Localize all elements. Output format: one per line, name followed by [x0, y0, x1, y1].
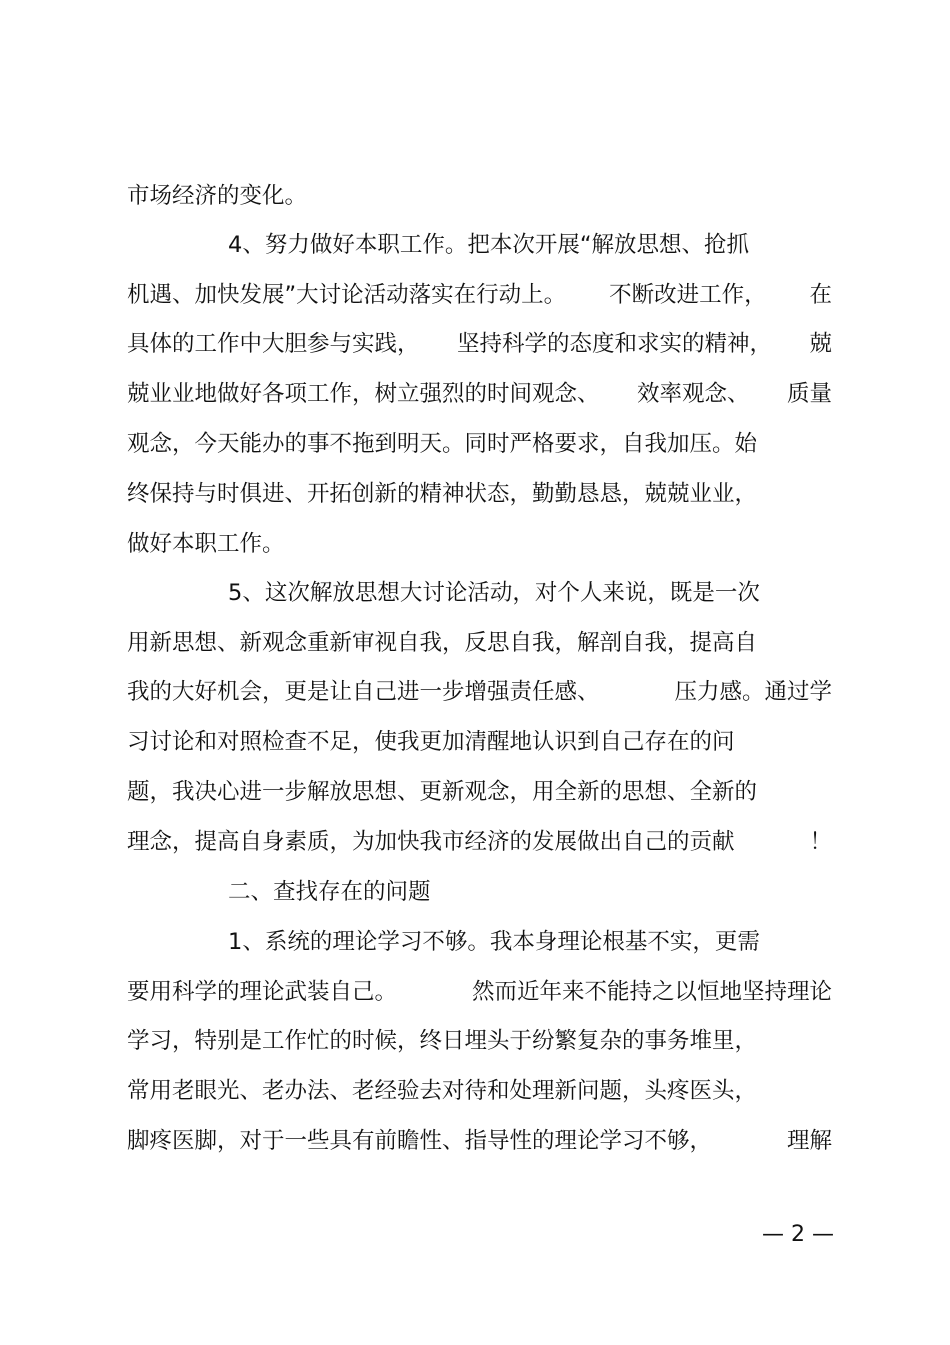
- text-line: [127, 976, 832, 1008]
- text-segment: 然而近年来不能持之以恒地坚持理论: [471, 979, 832, 1005]
- text-line: 用新思想、新观念重新审视自我，反思自我，解剖自我，提高自: [127, 630, 758, 656]
- text-segment: 具体的工作中大胆参与实践，: [127, 331, 420, 357]
- text-segment: 我的大好机会，更是让自己进一步增强责任感、: [127, 679, 600, 705]
- text-line: 观念，今天能办的事不拖到明天。同时严格要求，自我加压。始: [127, 431, 758, 457]
- text-segment: 兢: [809, 331, 832, 357]
- text-line: 题，我决心进一步解放思想、更新观念，用全新的思想、全新的: [127, 779, 758, 805]
- text-line: 习讨论和对照检查不足，使我更加清醒地认识到自己存在的问: [127, 729, 735, 755]
- text-line: 市场经济的变化。: [127, 183, 308, 209]
- text-segment: 机遇、加快发展”大讨论活动落实在行动上。: [127, 282, 567, 308]
- text-line: 学习，特别是工作忙的时候，终日埋头于纷繁复杂的事务堆里，: [127, 1028, 758, 1054]
- text-segment: 兢业业地做好各项工作，树立强烈的时间观念、: [127, 381, 600, 407]
- text-segment: 压力感。通过学: [674, 679, 832, 705]
- text-line: 做好本职工作。: [127, 531, 285, 557]
- text-line: [127, 279, 832, 311]
- text-segment: 坚持科学的态度和求实的精神，: [456, 331, 772, 357]
- text-segment: 脚疼医脚，对于一些具有前瞻性、指导性的理论学习不够，: [127, 1128, 713, 1154]
- text-segment: 理解: [786, 1128, 832, 1154]
- text-segment: 在: [809, 282, 832, 308]
- text-line: [127, 826, 832, 858]
- text-segment: 要用科学的理论武装自己。: [127, 979, 398, 1005]
- text-line: 常用老眼光、老办法、老经验去对待和处理新问题，头疼医头，: [127, 1078, 758, 1104]
- text-segment: ！: [809, 829, 832, 855]
- text-line: 终保持与时俱进、开拓创新的精神状态，勤勤恳恳，兢兢业业，: [127, 481, 758, 507]
- section-heading: 二、查找存在的问题: [228, 879, 431, 905]
- text-segment: 效率观念、: [636, 381, 750, 407]
- text-segment: 不断改进工作，: [609, 282, 767, 308]
- text-segment: 理念，提高自身素质，为加快我市经济的发展做出自己的贡献: [127, 829, 735, 855]
- paragraph-1-first-line: 1、系统的理论学习不够。我本身理论根基不实，更需: [228, 929, 760, 955]
- text-line: [127, 676, 832, 708]
- page-number: — 2 —: [762, 1222, 834, 1247]
- text-line: [127, 378, 832, 410]
- paragraph-5-first-line: 5、这次解放思想大讨论活动，对个人来说，既是一次: [228, 580, 760, 606]
- text-segment: 质量: [786, 381, 832, 407]
- text-line: [127, 1125, 832, 1157]
- text-line: [127, 328, 832, 360]
- paragraph-4-first-line: 4、努力做好本职工作。把本次开展“解放思想、抢抓: [228, 232, 749, 258]
